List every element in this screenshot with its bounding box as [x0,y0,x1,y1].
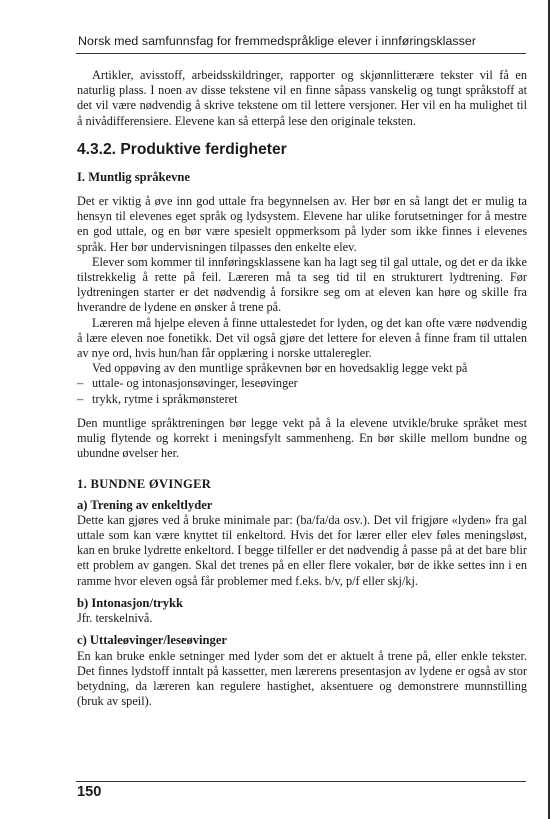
page-number: 150 [77,784,102,800]
exercise-text: En kan bruke enkle setninger med lyder som det er aktuelt å trene på, eller enkle tekster. Det finnes lydstoff inntalt på kassetter, men lærerens presentasjon av lydene er også av stor betydning, da læreren kan regulere hastighet, aksentuere og demonstrere munnstilling (bruk av speil). [77,648,527,709]
exercise-text: Jfr. terskelnivå. [77,611,153,626]
page-body [77,68,527,709]
paragraph: Ved oppøving av den muntlige språkevnen bør en hovedsaklig legge vekt på [92,361,468,376]
spacer [77,461,527,477]
running-head: Norsk med samfunnsfag for fremmedspråklige elever i innføringsklasser [78,34,477,48]
subsection-title: I. Muntlig språkevne [77,169,191,184]
spacer [77,626,527,633]
footer-divider [76,781,526,782]
focus-list [77,376,527,406]
list-item [77,392,527,407]
closing-paragraph: Den muntlige språktreningen bør legge vekt på å la elevene utvikle/bruke språket mest mulig flytende og korrekt i meningsfylt sammenheng. En bør skille mellom bundne og ubundne øvelser her. [77,415,527,461]
exercise-heading: a) Trening av enkeltlyder [77,497,213,512]
list-item-text: trykk, rytme i språkmønsteret [92,391,238,406]
header-divider [76,53,526,54]
dash-marker: – [77,391,84,406]
exercise-heading: b) Intonasjon/trykk [77,595,184,610]
intro-paragraph: Artikler, avisstoff, arbeidsskildringer, rapporter og skjønnlitterære tekster vil få en naturlig plass. I noen av disse tekstene vil en finne såpass vanskelig og tungt språkstoff at det vil være nødvendig å skrive tekstene om til lettere versjoner. Her vil en ha mulighet til å nivådifferensiere. Elevene kan så etterpå lese den originale teksten. [77,68,527,128]
spacer [77,589,527,596]
dash-marker: – [77,376,84,391]
paragraph: Læreren må hjelpe eleven å finne uttalestedet for lyden, og det kan ofte være nødvendig å lære eleven noe fonetikk. Det vil også gjøre det lettere for eleven å finne fram til uttalen av nye ord, hvis hun/han får opplæring i norske uttaleregler. [77,315,527,361]
exercise-text: Dette kan gjøres ved å bruke minimale par: (ba/fa/da osv.). Det vil frigjøre «lyden» fra gal uttale som kan være knyttet til enkeltord. Hvis det for lærer eller elev føles meningsløst, kan en bruke lydrette enkeltord. I begge tilfeller er det nødvendig å passe på at det bare blir ett problem av gangen. Skal det trenes på en eller flere vokaler, bør de ikke settes inn i en ramme hvor eleven også får problemer med f.eks. b/v, p/f eller skj/kj. [77,512,527,588]
list-item [77,376,527,391]
exercises-title: 1. BUNDNE ØVINGER [77,477,212,492]
exercise-heading: c) Uttaleøvinger/leseøvinger [77,633,228,648]
list-item-text: uttale- og intonasjonsøvinger, leseøvinger [92,376,298,391]
section-title: 4.3.2. Produktive ferdigheter [77,140,287,158]
paragraph: Elever som kommer til innføringsklassene kan ha lagt seg til gal uttale, og det er da ikke tilstrekkelig å rette på feil. Læreren må ta seg tid til en strukturert lydtrening. Før lydtreningen starter er det nødvendig å forsikre seg om at eleven kan høre og skille fra hverandre de lydene en ønsker å trene på. [77,254,527,315]
spacer [77,407,527,416]
paragraph: Det er viktig å øve inn god uttale fra begynnelsen av. Her bør en så langt det er mulig ta hensyn til elevenes eget språk og lydsystem. Elevene har ulike forutsetninger for å mestre en god uttale, og en bør være spesielt oppmerksom på lyder som ikke finnes i elevenes språk. Her bør undervisningen tilpasses den enkelte elev. [77,194,527,254]
